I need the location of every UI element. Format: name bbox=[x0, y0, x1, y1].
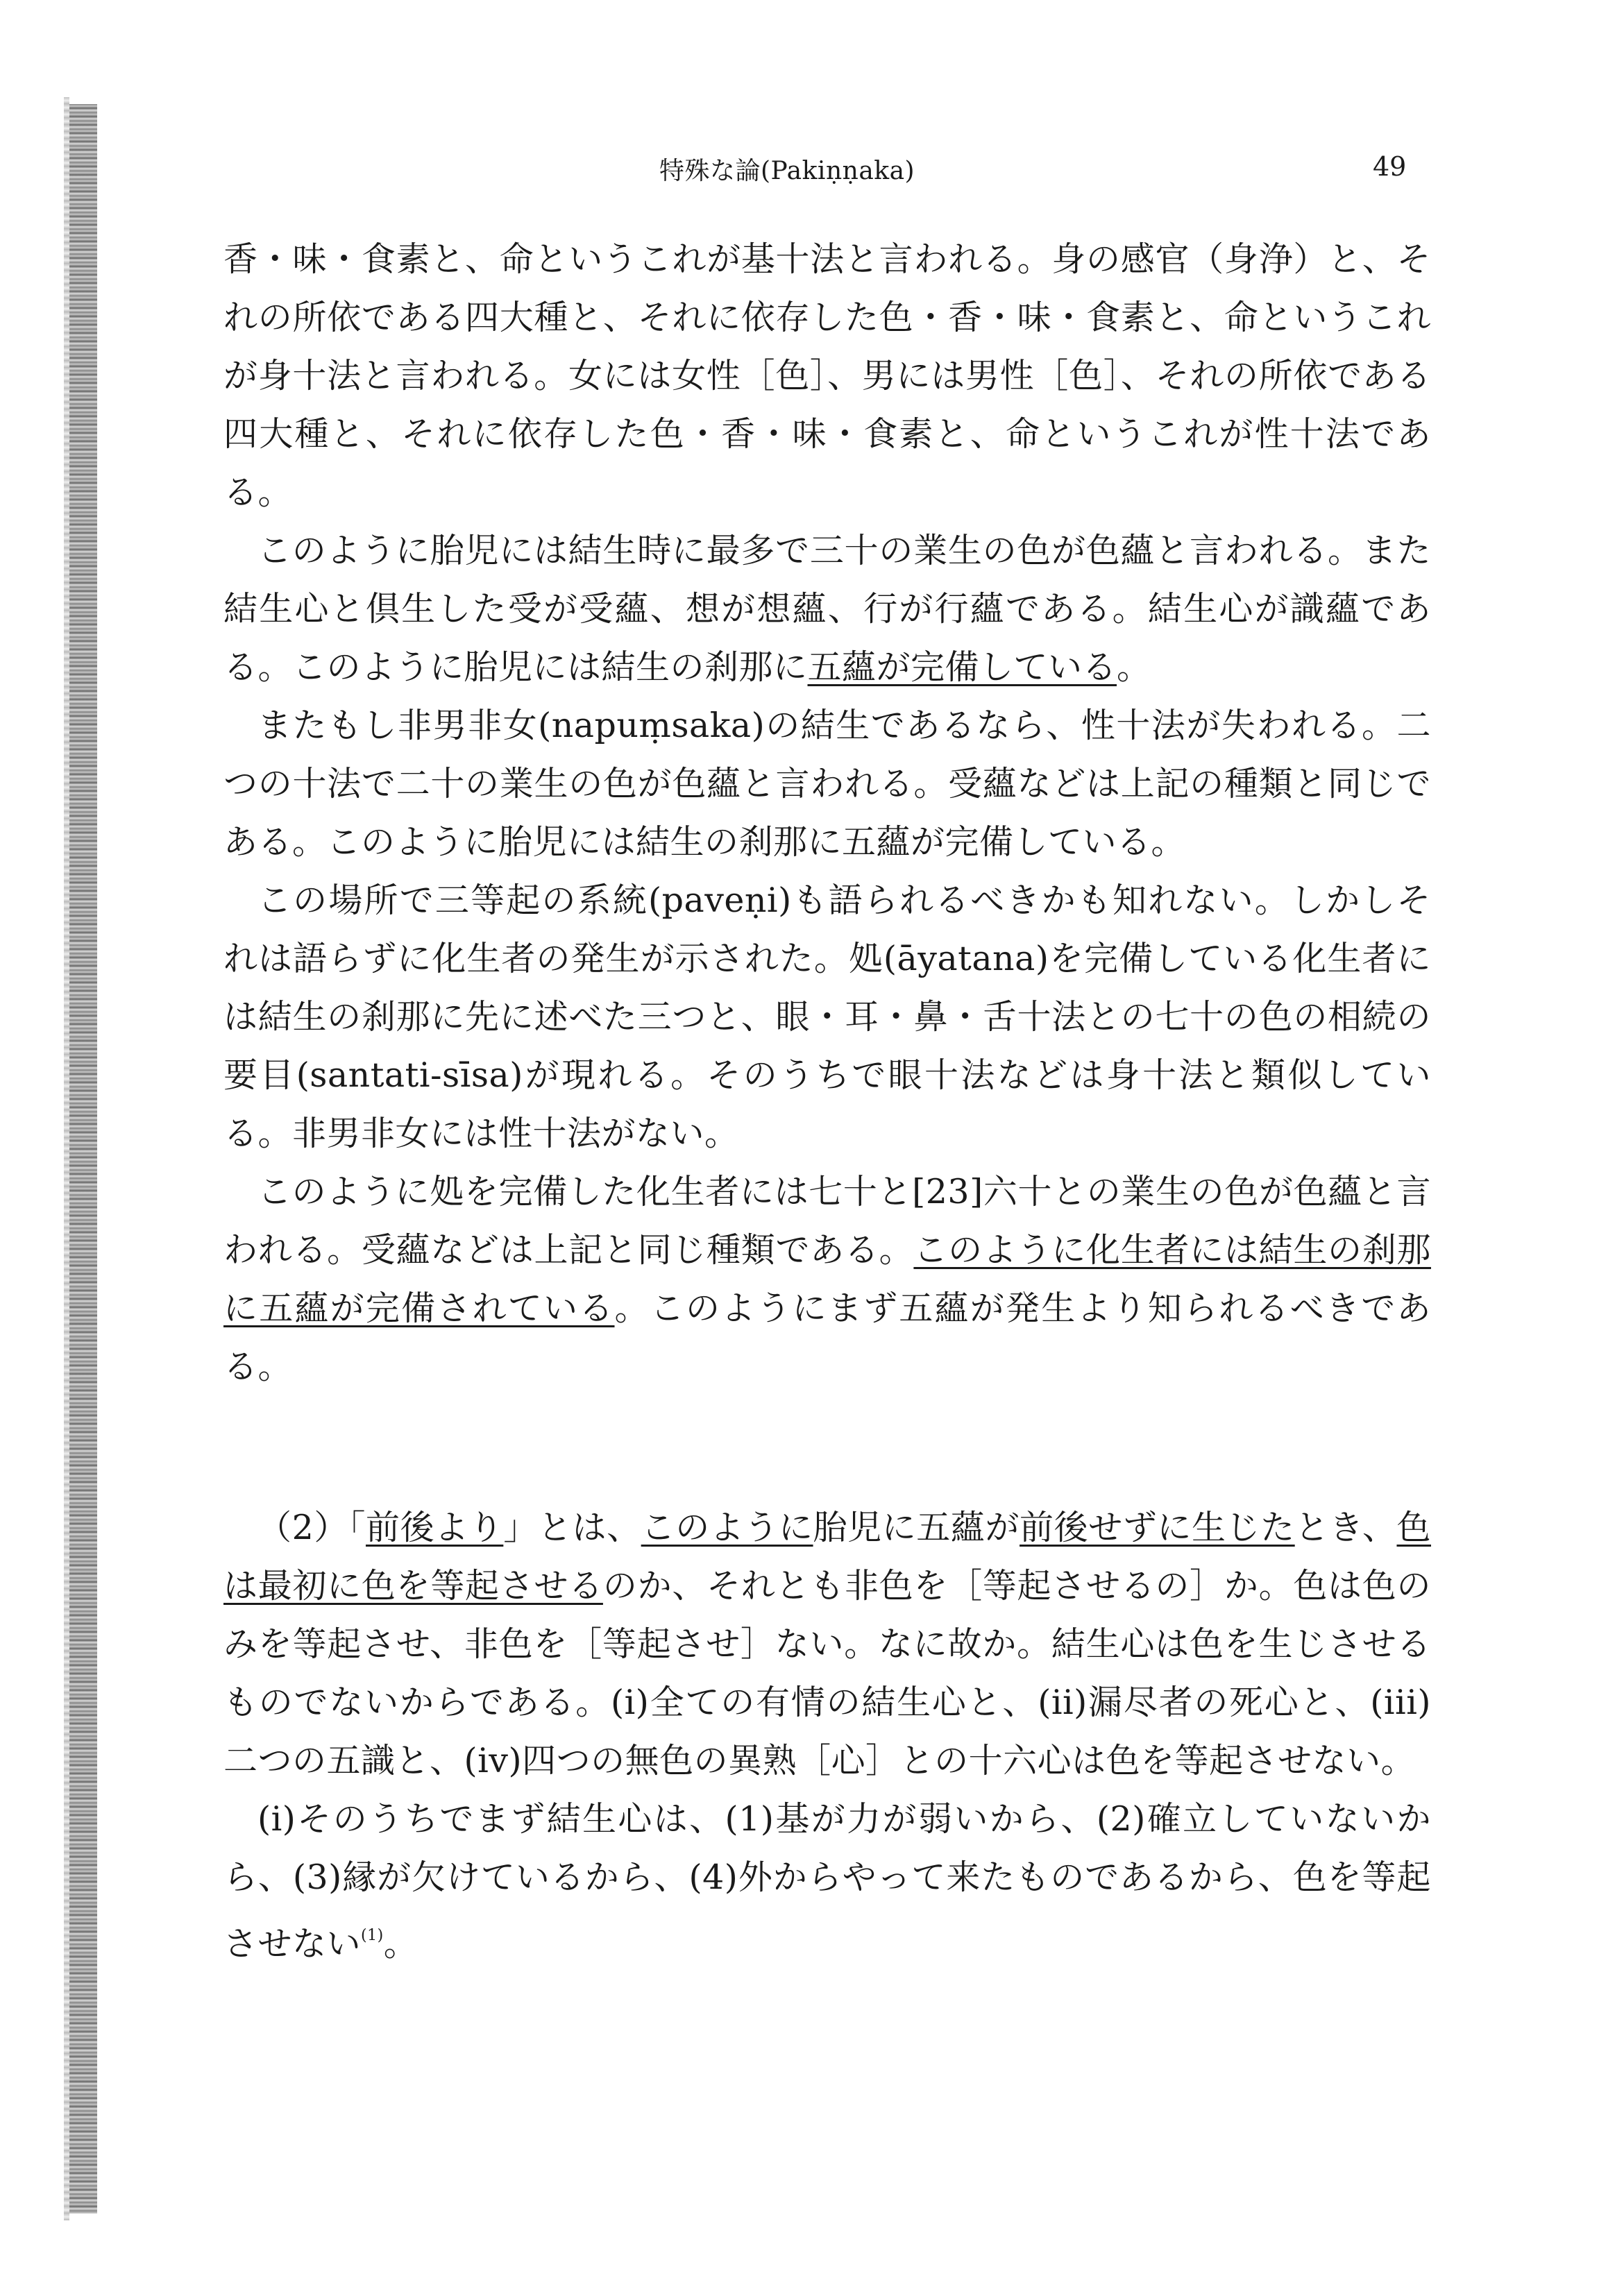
text-run: 胎児に五蘊が bbox=[813, 1508, 1020, 1547]
text-run: 。 bbox=[383, 1924, 418, 1964]
paragraph bbox=[223, 1499, 1431, 1790]
underlined-text: このように bbox=[641, 1508, 813, 1547]
text-run: 。 bbox=[1117, 647, 1151, 687]
underlined-text: 色は最初に色を等起させる bbox=[223, 1508, 1431, 1606]
paragraph bbox=[223, 697, 1431, 871]
text-run: このように胎児には結生時に最多で三十の業生の色が色蘊と言われる。また結生心と倶生した受が受蘊、想が想蘊、行が行蘊である。結生心が識蘊である。このように胎児には結生の刹那に bbox=[223, 531, 1431, 687]
text-run: この場所で三等起の系統(paveṇi)も語られるべきかも知れない。しかしそれは語らずに化生者の発生が示された。処(āyatana)を完備している化生者には結生の刹那に先に述べた三つと、眼・耳・鼻・舌十法との七十の色の相続の要目(santati-sīsa)が現れる。そのうちで眼十法などは身十法と類似している。非男非女には性十法がない。 bbox=[223, 881, 1431, 1153]
text-run: (i)そのうちでまず結生心は、(1)基が力が弱いから、(2)確立していないから、(3)縁が欠けているから、(4)外からやって来たものであるから、色を等起させない bbox=[223, 1799, 1431, 1964]
paragraph bbox=[223, 871, 1431, 1163]
text-run: 。このようにまず五蘊が発生より知られるべきである。 bbox=[223, 1289, 1431, 1386]
text-run: またもし非男非女(napuṃsaka)の結生であるなら、性十法が失われる。二つの十法で二十の業生の色が色蘊と言われる。受蘊などは上記の種類と同じである。このように胎児には結生の刹那に五蘊が完備している。 bbox=[223, 706, 1431, 862]
underlined-text: 五蘊が完備している bbox=[807, 647, 1117, 687]
underlined-text: 前後より bbox=[366, 1508, 504, 1547]
paragraph bbox=[223, 1163, 1431, 1396]
paragraph bbox=[223, 230, 1431, 522]
text-run: （2）「 bbox=[257, 1508, 366, 1547]
text-run: 」とは、 bbox=[503, 1508, 641, 1547]
text-run: のか、それとも非色を［等起させるの］か。色は色のみを等起させ、非色を［等起させ］ない。なに故か。結生心は色を生じさせるものでないからである。(i)全ての有情の結生心と、(ii)漏尽者の死心と、(iii)二つの五識と、(iv)四つの無色の異熟［心］との十六心は色を等起させない。 bbox=[223, 1566, 1431, 1780]
text-run: とき、 bbox=[1294, 1508, 1397, 1547]
scan-shadow-edge bbox=[64, 97, 69, 2220]
paragraph bbox=[223, 1790, 1431, 1973]
text-run: 香・味・食素と、命というこれが基十法と言われる。身の感官（身浄）と、それの所依である四大種と、それに依存した色・香・味・食素と、命というこれが身十法と言われる。女には女性［色］、男には男性［色］、それの所依である四大種と、それに依存した色・香・味・食素と、命というこれが性十法である。 bbox=[223, 239, 1431, 512]
text-run: このように処を完備した化生者には七十と[23]六十との業生の色が色蘊と言われる。受蘊などは上記と同じ種類である。 bbox=[223, 1172, 1431, 1270]
body-text bbox=[223, 230, 1431, 1973]
page-number: 49 bbox=[1373, 151, 1407, 182]
underlined-text: 前後せずに生じた bbox=[1020, 1508, 1295, 1547]
underlined-text: このように化生者には結生の刹那に五蘊が完備されている bbox=[223, 1230, 1431, 1328]
footnote-marker[interactable]: (1) bbox=[361, 1927, 384, 1944]
paragraph bbox=[223, 522, 1431, 697]
book-binding-edge bbox=[69, 104, 97, 2213]
running-head: 特殊な論(Pakiṇṇaka) bbox=[659, 157, 915, 185]
